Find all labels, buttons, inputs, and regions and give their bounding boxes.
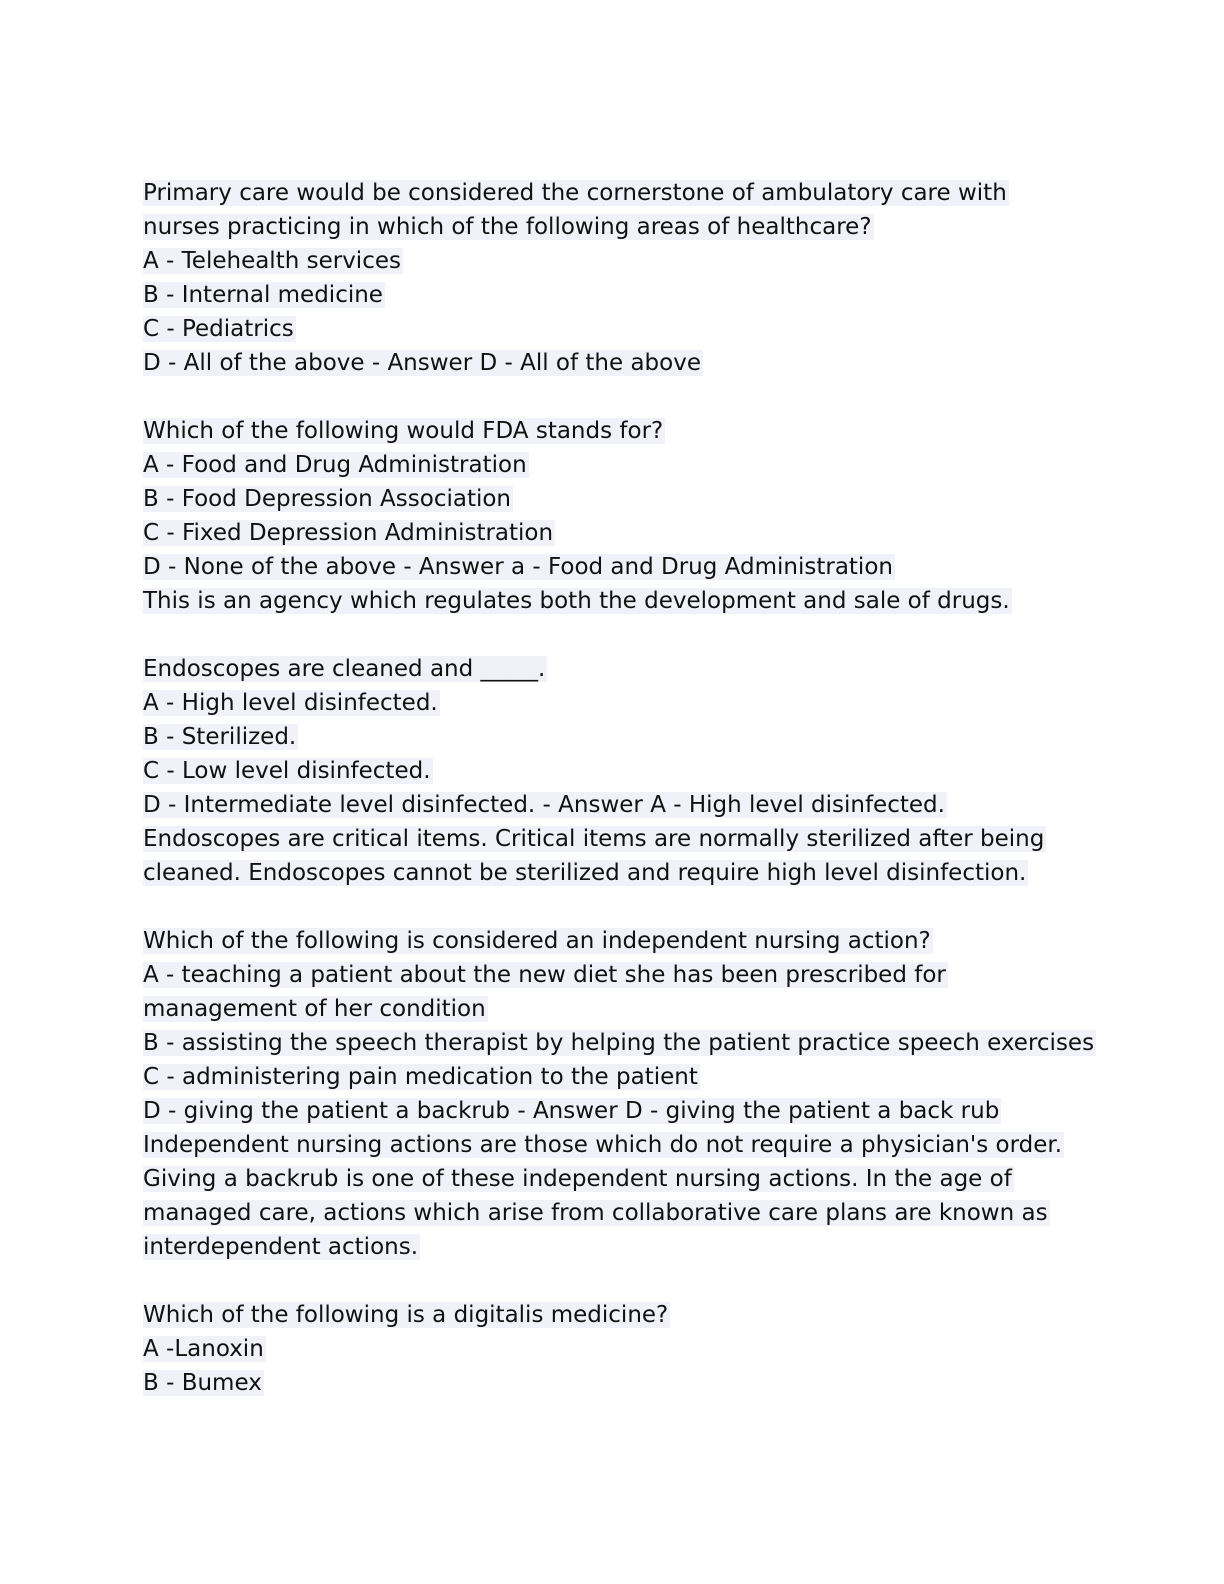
question-text: Which of the following is a digitalis medicine? [143,1302,669,1328]
question-block [143,1298,1083,1400]
answer-option [143,686,1083,720]
explanation-line [143,584,1083,618]
document-page [143,176,1095,1434]
option-text: D - All of the above - Answer D - All of the above [143,350,701,376]
option-text: A - Telehealth services [143,248,401,274]
explanation-line [143,822,1083,856]
answer-option [143,1332,1083,1366]
option-text: C - administering pain medication to the patient [143,1064,698,1090]
question-line [143,210,1083,244]
option-text: A -Lanoxin [143,1336,264,1362]
option-text: D - None of the above - Answer a - Food and Drug Administration [143,554,893,580]
question-block [143,176,1083,380]
question-block [143,924,1095,1264]
answer-option [143,516,1083,550]
option-text: D - giving the patient a backrub - Answer D - giving the patient a back rub [143,1098,1000,1124]
explanation-line [143,856,1083,890]
answer-option [143,1026,1095,1060]
question-text: nurses practicing in which of the following areas of healthcare? [143,214,872,240]
option-text: C - Pediatrics [143,316,294,342]
option-text: A - teaching a patient about the new diet she has been prescribed for [143,962,946,988]
option-text: B - Internal medicine [143,282,383,308]
explanation-text: interdependent actions. [143,1234,419,1260]
option-text: B - Sterilized. [143,724,297,750]
explanation-text: Endoscopes are critical items. Critical items are normally sterilized after being [143,826,1045,852]
option-text: A - High level disinfected. [143,690,438,716]
option-text: B - assisting the speech therapist by helping the patient practice speech exercises [143,1030,1095,1056]
answer-option [143,992,1083,1026]
question-text: Which of the following would FDA stands for? [143,418,664,444]
answer-option [143,788,1083,822]
answer-option [143,244,1083,278]
question-line [143,1298,1083,1332]
explanation-text: This is an agency which regulates both the development and sale of drugs. [143,588,1010,614]
question-text: Which of the following is considered an independent nursing action? [143,928,931,954]
question-block [143,414,1083,618]
answer-option [143,1060,1083,1094]
option-text: D - Intermediate level disinfected. - Answer A - High level disinfected. [143,792,945,818]
explanation-text: managed care, actions which arise from collaborative care plans are known as [143,1200,1048,1226]
question-text: Endoscopes are cleaned and _____. [143,656,546,682]
answer-option [143,312,1083,346]
option-text: management of her condition [143,996,486,1022]
explanation-line [143,1128,1083,1162]
explanation-line [143,1196,1083,1230]
answer-option [143,550,1083,584]
option-text: C - Fixed Depression Administration [143,520,554,546]
answer-option [143,720,1083,754]
explanation-text: cleaned. Endoscopes cannot be sterilized and require high level disinfection. [143,860,1027,886]
explanation-text: Independent nursing actions are those which do not require a physician's order. [143,1132,1063,1158]
answer-option [143,448,1083,482]
option-text: C - Low level disinfected. [143,758,431,784]
question-line [143,652,1083,686]
answer-option [143,754,1083,788]
option-text: A - Food and Drug Administration [143,452,527,478]
question-line [143,924,1083,958]
answer-option [143,1094,1083,1128]
question-line [143,414,1083,448]
explanation-line [143,1162,1083,1196]
question-line [143,176,1083,210]
option-text: B - Bumex [143,1370,262,1396]
answer-option [143,1366,1083,1400]
answer-option [143,958,1083,992]
answer-option [143,482,1083,516]
answer-option [143,346,1083,380]
explanation-text: Giving a backrub is one of these independent nursing actions. In the age of [143,1166,1012,1192]
answer-option [143,278,1083,312]
question-block [143,652,1083,890]
option-text: B - Food Depression Association [143,486,511,512]
explanation-line [143,1230,1083,1264]
question-text: Primary care would be considered the cornerstone of ambulatory care with [143,180,1007,206]
